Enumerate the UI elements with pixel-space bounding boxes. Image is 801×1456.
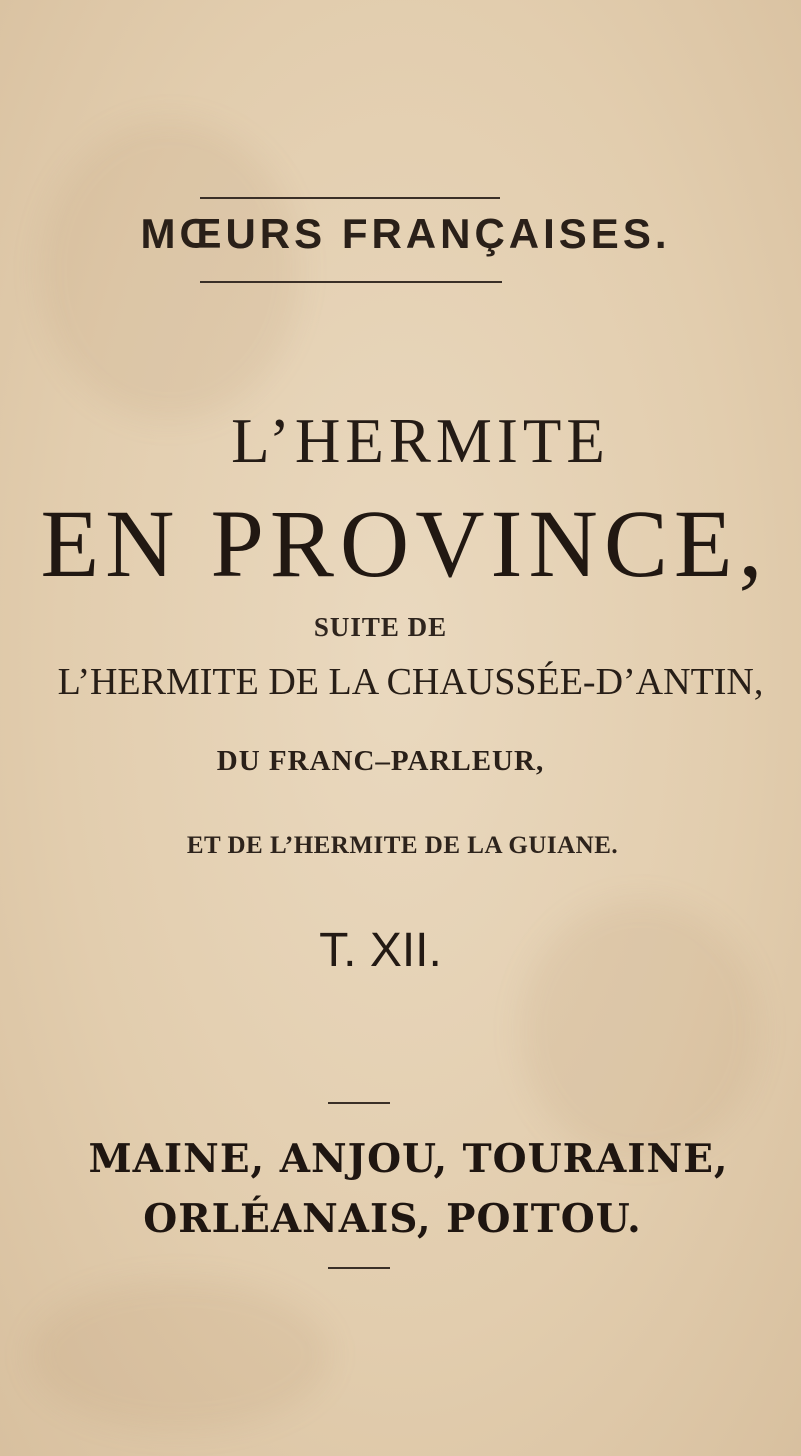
- series-title: MŒURS FRANÇAISES.: [140, 210, 671, 257]
- sequel-work-1: L’HERMITE DE LA CHAUSSÉE-D’ANTIN,: [57, 661, 764, 703]
- series-rule: [200, 281, 502, 283]
- sequel-work-3: ET DE L’HERMITE DE LA GUIANE.: [186, 832, 619, 859]
- provinces-line-1: MAINE, ANJOU, TOURAINE,: [88, 1136, 729, 1182]
- provinces-bottom-rule: [328, 1267, 390, 1269]
- sequel-work-2: DU FRANC–PARLEUR,: [216, 745, 545, 777]
- provinces-line-2: ORLÉANAIS, POITOU.: [143, 1196, 642, 1242]
- top-rule: [200, 197, 500, 199]
- main-title-line-2: EN PROVINCE,: [40, 490, 769, 597]
- main-title-line-1: L’HERMITE: [231, 406, 610, 476]
- paper-stain: [40, 120, 300, 420]
- sequel-intro: SUITE DE: [313, 612, 448, 642]
- provinces-top-rule: [328, 1102, 390, 1104]
- paper-stain: [30, 1280, 330, 1430]
- volume-number: T. XII.: [319, 924, 442, 977]
